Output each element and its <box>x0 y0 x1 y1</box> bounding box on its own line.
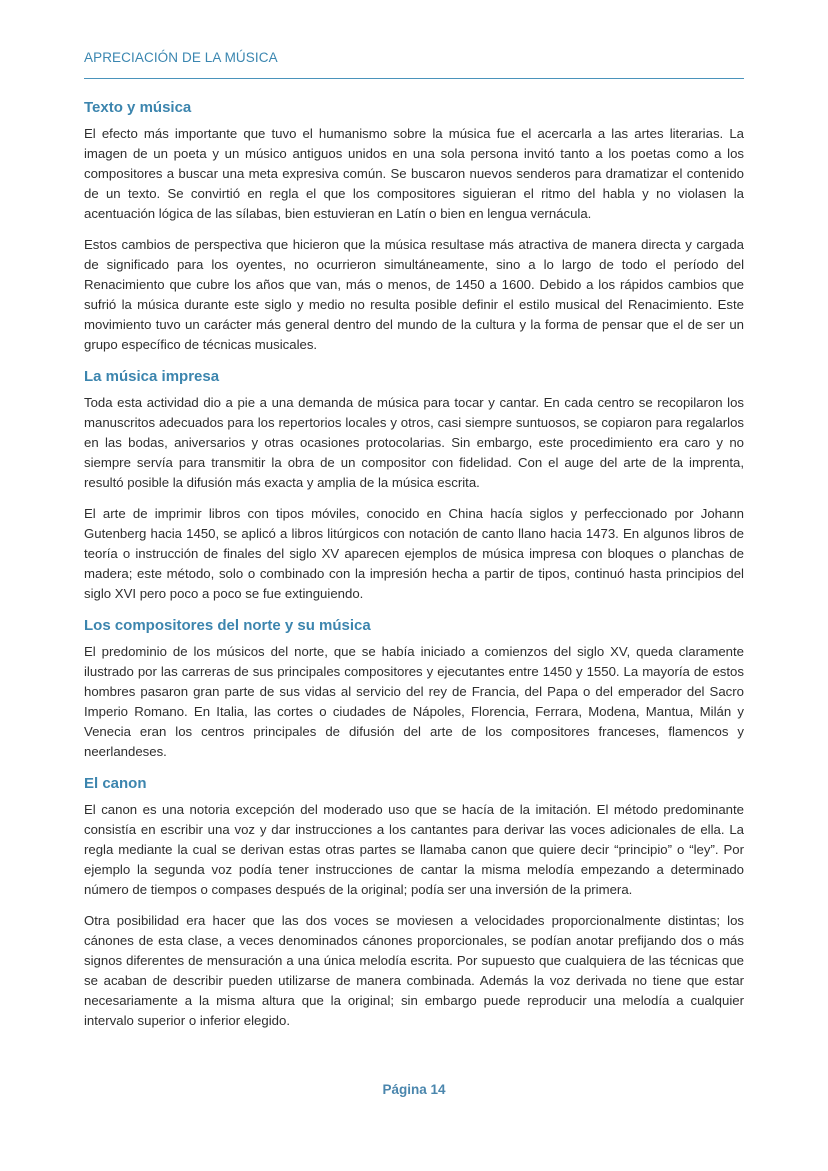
paragraph: El predominio de los músicos del norte, que se había iniciado a comienzos del siglo XV, queda claramente ilustrado por las carreras de sus principales compositores y ejecutantes entre 1450 y 1550. La mayoría de estos hombres pasaron gran parte de sus vidas al servicio del rey de Francia, del Papa o del emperador del Sacro Imperio Romano. En Italia, las cortes o ciudades de Nápoles, Florencia, Ferrara, Modena, Mantua, Milán y Venecia eran los centros principales de difusión del arte de los compositores franceses, flamencos y neerlandeses. <box>84 644 744 759</box>
section-heading: La música impresa <box>84 368 220 385</box>
paragraph: Estos cambios de perspectiva que hicieron que la música resultase más atractiva de manera directa y cargada de significado para los oyentes, no ocurrieron simultáneamente, sino a lo largo de todo el período del Renacimiento que cubre los años que van, más o menos, de 1450 a 1600. Debido a los rápidos cambios que sufrió la música durante este siglo y medio no resulta posible definir el estilo musical del Renacimiento. Este movimiento tuvo un carácter más general dentro del mundo de la cultura y la forma de pensar que el de ser un grupo específico de técnicas musicales. <box>84 237 744 352</box>
paragraph: El efecto más importante que tuvo el humanismo sobre la música fue el acercarla a las artes literarias. La imagen de un poeta y un músico antiguos unidos en una sola persona invitó tanto a los poetas como a los compositores a buscar una meta expresiva común. Se buscaron nuevos senderos para dramatizar el contenido de un texto. Se convirtió en regla el que los compositores siguieran el ritmo del habla y no violasen la acentuación lógica de las sílabas, bien estuvieran en Latín o bien en lengua vernácula. <box>84 126 744 221</box>
page-number: Página 14 <box>382 1082 446 1097</box>
section-compositores-del-norte <box>84 616 744 762</box>
paragraph: Toda esta actividad dio a pie a una demanda de música para tocar y cantar. En cada centro se recopilaron los manuscritos adecuados para los repertorios locales y otros, casi siempre suntuosos, se copiaron para regalarlos en las bodas, aniversarios y otras ocasiones protocolarias. Sin embargo, este procedimiento era caro y no siempre servía para transmitir la obra de un compositor con fidelidad. Con el auge del arte de la imprenta, resultó posible la difusión más exacta y amplia de la música escrita. <box>84 395 744 490</box>
header-divider <box>84 78 744 79</box>
section-heading: Los compositores del norte y su música <box>84 617 371 634</box>
document-body <box>84 98 744 1042</box>
paragraph: Otra posibilidad era hacer que las dos voces se moviesen a velocidades proporcionalmente distintas; los cánones de esta clase, a veces denominados cánones proporcionales, se podían anotar prefijando dos o más signos diferentes de mensuración a una única melodía escrita. Por supuesto que cualquiera de las técnicas que se acaban de describir pueden utilizarse de manera combinada. Además la voz derivada no tiene que estar necesariamente a la misma altura que la original; sin embargo puede reproducir una melodía a cualquier intervalo superior o inferior elegido. <box>84 913 744 1028</box>
section-heading: El canon <box>84 775 147 792</box>
paragraph: El arte de imprimir libros con tipos móviles, conocido en China hacía siglos y perfeccionado por Johann Gutenberg hacia 1450, se aplicó a libros litúrgicos con notación de canto llano hacia 1473. En algunos libros de teoría o instrucción de finales del siglo XV aparecen ejemplos de música impresa con bloques o planchas de madera; este método, solo o combinado con la impresión hecha a partir de tipos, continuó hasta principios del siglo XVI pero poco a poco se fue extinguiendo. <box>84 506 744 601</box>
section-la-musica-impresa <box>84 367 744 604</box>
section-el-canon <box>84 774 744 1031</box>
paragraph: El canon es una notoria excepción del moderado uso que se hacía de la imitación. El método predominante consistía en escribir una voz y dar instrucciones a los cantantes para derivar las voces adicionales de ella. La regla mediante la cual se derivan estas otras partes se llamaba canon que quiere decir “principio” o “ley”. Por ejemplo la segunda voz podía tener instrucciones de cantar la misma melodía empezando a determinado número de tiempos o compases después de la original; podía ser una inversión de la primera. <box>84 802 744 897</box>
section-heading: Texto y música <box>84 99 192 116</box>
section-texto-y-musica <box>84 98 744 355</box>
running-header: APRECIACIÓN DE LA MÚSICA <box>84 50 278 65</box>
